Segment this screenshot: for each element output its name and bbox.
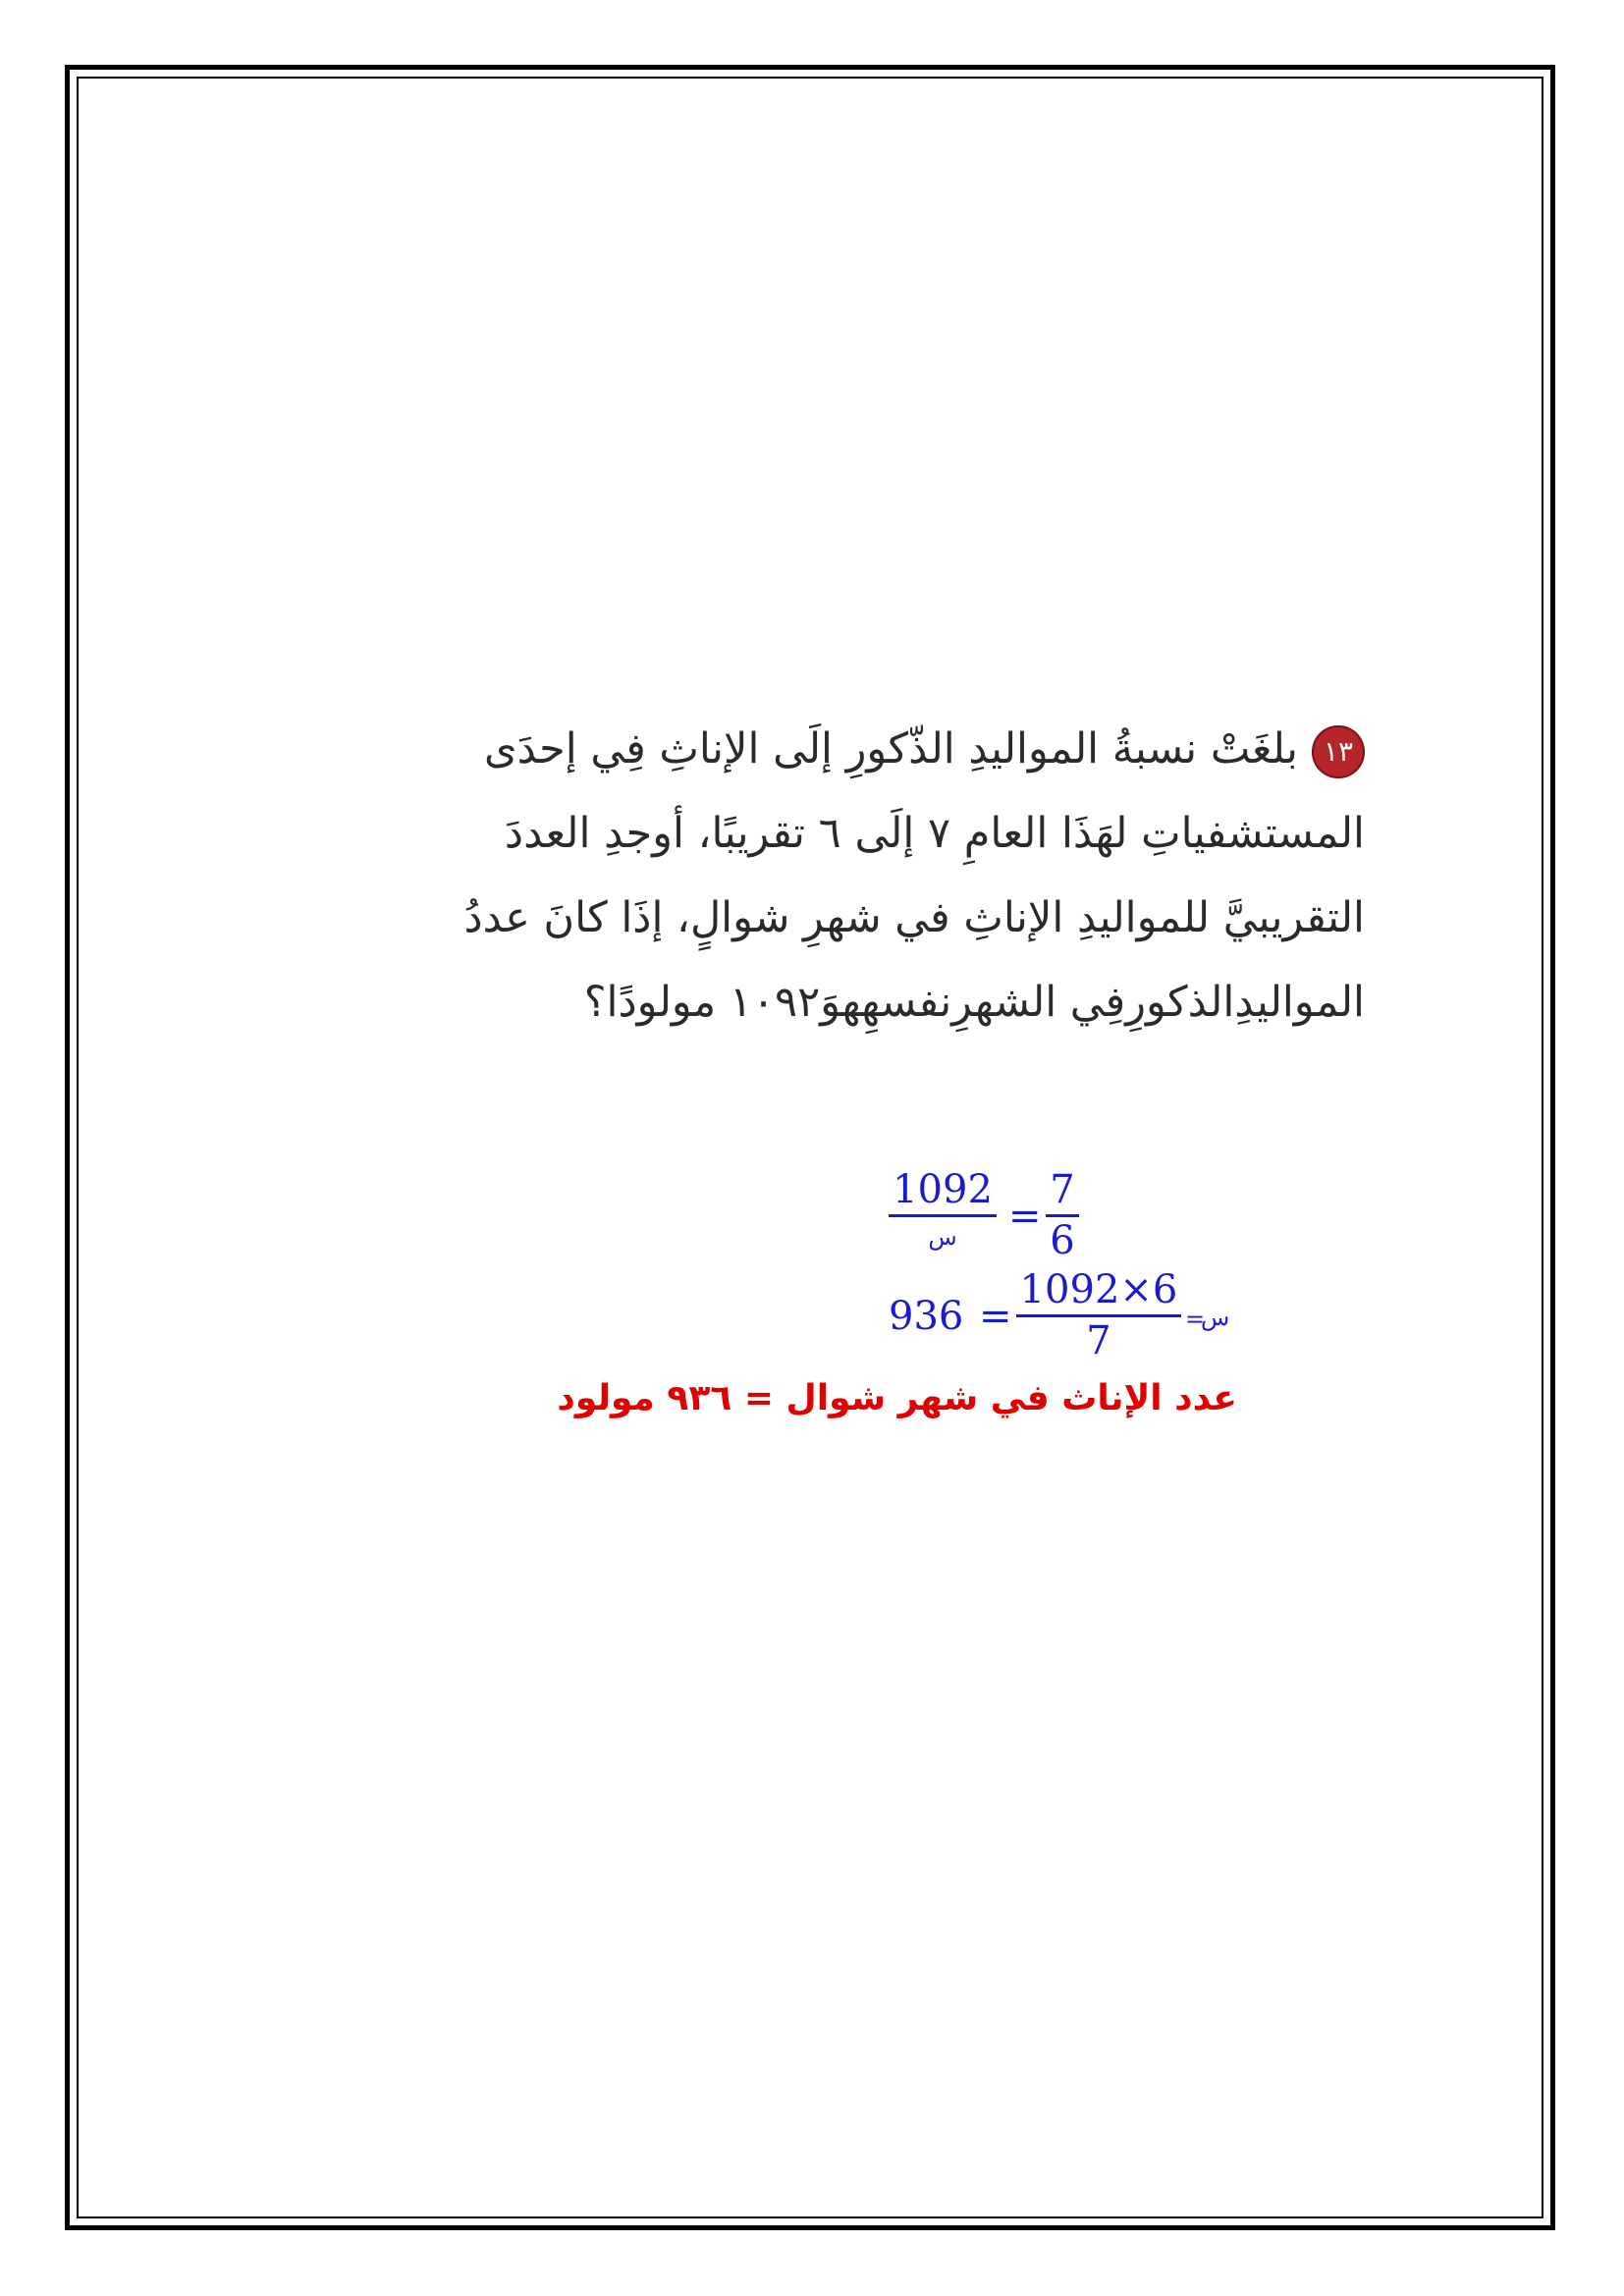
eq2-result: 936 [889,1294,964,1339]
eq1-left-fraction [889,1168,997,1254]
question-line-2: المستشفياتِ لهَذَا العامِ ٧ إلَى ٦ تقريبًا، أوجدِ العددَ [504,809,1365,858]
eq1-right-fraction [1046,1168,1079,1261]
question-number-badge: ١٣ [1312,725,1365,778]
fraction-bar [1046,1214,1079,1217]
eq2-equals-sign-1: = [979,1294,1012,1339]
eq2-variable: س [1201,1304,1230,1331]
eq2-numerator: 1092×6 [1019,1267,1178,1312]
question-line-3: التقريبيَّ للمواليدِ الإناثِ في شهرِ شوالٍ، إذَا كانَ عددُ [463,893,1365,942]
question-line-4: المواليدِالذكورِفِي الشهرِنفسهِهوَ١٠٩٢ مولودًا؟ [583,978,1365,1027]
question-line-1: ١٣بلغَتْ نسبةُ المواليدِ الذّكورِ إلَى الإناثِ فِي إحدَى [393,707,1365,791]
eq1-right-numerator: 7 [1050,1167,1075,1212]
fraction-bar [1016,1314,1181,1317]
eq1-right-denominator: 6 [1050,1218,1075,1263]
eq1-left-numerator: 1092 [893,1167,993,1212]
eq2-denominator: 7 [1086,1318,1111,1363]
page-border-inner [77,77,1543,2218]
final-answer: عدد الإناث في شهر شوال = ٩٣٦ مولود [557,1378,1237,1418]
equation-1 [889,1168,1183,1276]
eq1-left-denominator: س [928,1223,957,1251]
eq2-equals-sign-2: = [1185,1306,1206,1333]
equation-2 [889,1268,1281,1376]
eq1-equals-sign: = [1008,1194,1042,1239]
eq2-fraction [1016,1268,1181,1362]
fraction-bar [889,1214,997,1217]
question-block [393,707,1365,1044]
